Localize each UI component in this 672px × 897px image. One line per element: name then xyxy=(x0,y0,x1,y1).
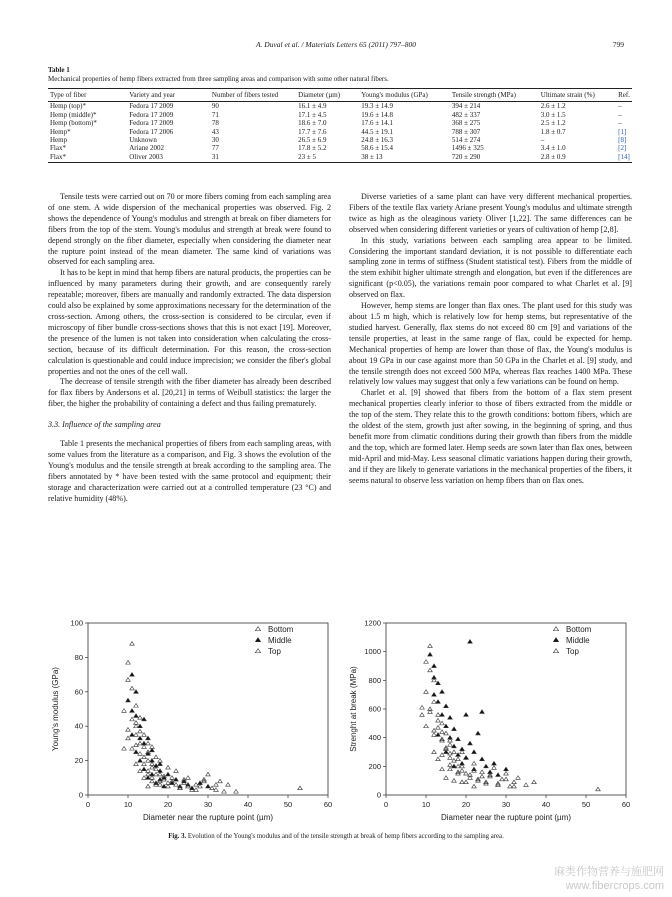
legend-label: Middle xyxy=(566,636,590,645)
page-number: 799 xyxy=(612,40,624,49)
table-cell: Hemp xyxy=(50,136,68,145)
column-header: Variety and year xyxy=(127,89,210,102)
data-point xyxy=(130,733,135,737)
watermark xyxy=(554,865,664,893)
table-cell: 17.6 ± 14.1 xyxy=(361,119,394,128)
data-point xyxy=(134,762,139,766)
data-point xyxy=(432,750,437,754)
data-point xyxy=(166,784,171,788)
left-column xyxy=(48,192,331,504)
table-cell: Hemp* xyxy=(50,127,71,136)
y-tick-label: 0 xyxy=(78,790,83,800)
data-point xyxy=(432,664,437,668)
x-tick-label: 0 xyxy=(383,800,389,809)
data-point xyxy=(448,716,453,720)
data-point xyxy=(146,784,151,788)
table-cell: 17.7 ± 7.6 xyxy=(298,127,327,136)
y-tick-label: 100 xyxy=(70,618,83,628)
data-point xyxy=(464,780,469,784)
data-point xyxy=(468,741,473,745)
data-point xyxy=(134,703,139,707)
table-cell: 24.8 ± 16.3 xyxy=(361,136,394,145)
table-cell: 17.1 ± 4.5 xyxy=(298,110,327,119)
table-row xyxy=(48,144,632,152)
table-cell: 2.5 ± 1.2 xyxy=(540,119,566,128)
data-point xyxy=(146,736,151,740)
table-cell: 3.4 ± 1.0 xyxy=(540,144,566,153)
right-column xyxy=(349,192,632,486)
data-point xyxy=(444,704,449,708)
paragraph: Charlet et al. [9] showed that fibers from the bottom of a flax stem present mechanical properties clearly inferior to those of fibers extracted from the middle or the top of the stem. They relate this to the growth conditions: bottom fibers, which are the oldest of the stem, growth just after sowing, in the beginning of spring, and thus benefit more from climatic conditions during their growth than fibers from the middle and the top, which are formed later. Hemp seeds are sown later than flax ones, between mid-April and mid-May. Less seasonal climatic variations happen during their growth, and if they are likely to generate variations in the mechanical properties of the fibers, it seems natural to observe less variation on hemp fibers than on flax ones. xyxy=(349,388,632,485)
data-point xyxy=(206,772,211,776)
table-cell: 1496 ± 325 xyxy=(451,144,484,153)
x-axis-label: Diameter near the rupture point (µm) xyxy=(143,813,273,822)
data-point xyxy=(420,705,425,709)
table-cell: – xyxy=(618,110,622,119)
table-cell: 58.6 ± 15.4 xyxy=(361,144,394,153)
legend-marker xyxy=(553,638,558,642)
data-point xyxy=(440,690,445,694)
data-point xyxy=(142,767,147,771)
legend-marker xyxy=(553,627,558,631)
data-point xyxy=(298,786,303,790)
legend-marker xyxy=(255,627,260,631)
data-point xyxy=(436,713,441,717)
paragraph: The decrease of tensile strength with the fiber diameter has already been described for flax fibers by Andersons et al. [20,21] in terms of Weibull statistics: the larger the fiber, the higher the probability of containing a defect and thus failing prematurely. xyxy=(48,377,331,409)
data-point xyxy=(142,762,147,766)
data-point xyxy=(516,776,521,780)
data-point xyxy=(126,736,131,740)
data-point xyxy=(150,748,155,752)
table-cell: 788 ± 307 xyxy=(451,127,481,136)
legend-marker xyxy=(255,649,260,653)
table-cell: 30 xyxy=(211,136,219,145)
table-cell: 368 ± 275 xyxy=(451,119,481,128)
table-body xyxy=(48,102,632,163)
data-point xyxy=(138,741,143,745)
table-cell: – xyxy=(618,102,622,111)
data-point xyxy=(186,776,191,780)
table-cell: 18.6 ± 7.0 xyxy=(298,119,327,128)
y-tick-label: 1000 xyxy=(364,647,381,657)
y-tick-label: 200 xyxy=(368,761,381,771)
legend-label: Bottom xyxy=(566,625,592,634)
x-tick-label: 60 xyxy=(621,800,631,809)
data-point xyxy=(464,756,469,760)
data-point xyxy=(480,774,485,778)
x-tick-label: 0 xyxy=(85,800,91,809)
table-cell: Hemp (bottom)* xyxy=(50,119,97,128)
data-point xyxy=(146,759,151,763)
paragraph: Table 1 presents the mechanical properties of fibers from each sampling areas, with some values from the literature as a comparison, and Fig. 3 shows the evolution of the Young's modulus and the tensile strength at break according to the sampling area. The fibers annotated by * have been tested with the same protocol and equipment; their storage and characterization were carried out at a controlled temperature (23 °C) and relative humidity (48%). xyxy=(48,439,331,503)
table-cell: 44.5 ± 19.1 xyxy=(361,127,394,136)
data-point xyxy=(448,743,453,747)
table-row xyxy=(48,119,632,127)
column-header: Young's modulus (GPa) xyxy=(359,89,450,102)
table-row xyxy=(48,128,632,136)
data-point xyxy=(142,776,147,780)
table-cell: Unknown xyxy=(129,136,157,145)
x-tick-label: 40 xyxy=(243,800,253,809)
data-point xyxy=(126,678,131,682)
paragraph: Tensile tests were carried out on 70 or more fibers coming from each sampling area of one stem. A wide dispersion of the mechanical properties was observed. Fig. 2 shows the dependence of Young's modulus and strength at break on fiber diameters for fibers from the top of the stem. Young's modulus and strength at break were found to depend strongly on the fiber diameter, especially when considering the diameter near the rupture point instead of the mean diameter. The same kind of variations was observed for each sampling area. xyxy=(48,192,331,267)
data-point xyxy=(436,726,441,730)
data-point xyxy=(460,747,465,751)
data-point xyxy=(150,759,155,763)
table-cell: Ariane 2002 xyxy=(129,144,165,153)
data-point xyxy=(154,755,159,759)
data-point xyxy=(480,710,485,714)
x-tick-label: 30 xyxy=(501,800,511,809)
data-point xyxy=(138,729,143,733)
data-point xyxy=(158,762,163,766)
table-header-row xyxy=(48,89,632,102)
data-point xyxy=(508,784,513,788)
table-cell: Hemp (middle)* xyxy=(50,110,97,119)
data-point xyxy=(130,673,135,677)
data-point xyxy=(146,776,151,780)
data-point xyxy=(166,772,171,776)
table-cell: [14] xyxy=(616,153,632,163)
figure-caption xyxy=(0,833,672,840)
table-cell: 514 ± 274 xyxy=(451,136,481,145)
data-point xyxy=(432,693,437,697)
data-point xyxy=(492,766,497,770)
y-tick-label: 80 xyxy=(74,652,83,662)
data-point xyxy=(126,728,131,732)
column-header: Type of fiber xyxy=(48,89,127,102)
data-point xyxy=(436,718,441,722)
data-point xyxy=(472,750,477,754)
watermark-line: 麻类作物营养与施肥网 xyxy=(554,866,664,878)
figure-3 xyxy=(0,613,672,843)
data-point xyxy=(472,784,477,788)
data-point xyxy=(504,777,509,781)
table-label: Table 1 xyxy=(48,66,70,74)
column-header: Ultimate strain (%) xyxy=(539,89,616,102)
y-tick-label: 600 xyxy=(368,704,381,714)
table-cell: – xyxy=(618,119,622,128)
table-cell: 17.8 ± 5.2 xyxy=(298,144,327,153)
table-cell: 2.8 ± 0.9 xyxy=(539,153,616,163)
figure-caption-label: Fig. 3. xyxy=(168,833,187,840)
data-point xyxy=(130,686,135,690)
data-point xyxy=(436,757,441,761)
paragraph: However, hemp stems are longer than flax ones. The plant used for this study was about 1.5 m high, which is relatively low for hemp stems, but representative of the studied harvest. Generally, flax stems do not exceed 80 cm [9] and variations of the tensile properties, at least in the same range of flax, could be expected for hemp. Mechanical properties of hemp are lower than those of flax, the Young's modulus is about 19 GPa in our case against more than 50 GPa in the Charlet et al. [9] study, and the tensile strength does not exceed 500 MPa, whereas flax reaches 1400 MPa. These relatively low values may suggest that only a few variations can be found on hemp. xyxy=(349,301,632,387)
x-tick-label: 20 xyxy=(163,800,173,809)
data-point xyxy=(234,789,239,793)
table-cell: [2] xyxy=(618,144,627,153)
youngs-modulus-chart xyxy=(38,613,338,835)
data-point xyxy=(122,746,127,750)
data-point xyxy=(596,787,601,791)
x-tick-label: 10 xyxy=(123,800,133,809)
data-point xyxy=(472,761,477,765)
legend-label: Top xyxy=(268,647,281,656)
column-header: Diameter (µm) xyxy=(296,89,359,102)
data-point xyxy=(226,783,231,787)
data-point xyxy=(428,644,433,648)
x-tick-label: 40 xyxy=(541,800,551,809)
data-point xyxy=(440,767,445,771)
legend-label: Middle xyxy=(268,636,292,645)
data-point xyxy=(448,763,453,767)
table-cell: Hemp (top)* xyxy=(50,102,86,111)
table-cell: 3.0 ± 1.5 xyxy=(540,110,566,119)
data-point xyxy=(532,780,537,784)
data-point xyxy=(496,773,501,777)
table-row xyxy=(48,153,632,163)
data-point xyxy=(424,690,429,694)
data-point xyxy=(420,713,425,717)
data-point xyxy=(504,771,509,775)
x-tick-label: 10 xyxy=(421,800,431,809)
x-tick-label: 60 xyxy=(323,800,333,809)
x-axis-label: Diameter near the rupture point (µm) xyxy=(441,813,571,822)
legend-marker xyxy=(255,638,260,642)
x-tick-label: 20 xyxy=(461,800,471,809)
table-cell: 19.6 ± 14.8 xyxy=(361,110,394,119)
table-cell: [8] xyxy=(618,136,627,145)
column-header: Ref. xyxy=(616,89,632,102)
data-point xyxy=(206,784,211,788)
legend-label: Top xyxy=(566,647,579,656)
table-cell: 720 ± 290 xyxy=(450,153,539,163)
running-head: A. Duval et al. / Materials Letters 65 (2011) 797–800 xyxy=(255,40,417,49)
table-cell: 31 xyxy=(210,153,296,163)
table-cell: Fedora 17 2006 xyxy=(129,127,174,136)
y-tick-label: 800 xyxy=(368,675,381,685)
x-tick-label: 50 xyxy=(283,800,293,809)
data-point xyxy=(154,772,159,776)
data-point xyxy=(130,642,135,646)
properties-table xyxy=(48,88,632,163)
table-cell: 394 ± 214 xyxy=(451,102,481,111)
table-cell: [1] xyxy=(618,127,627,136)
data-point xyxy=(440,730,445,734)
y-axis-label: Young's modulus (GPa) xyxy=(51,667,60,751)
data-point xyxy=(130,709,135,713)
table-cell: 2.6 ± 1.2 xyxy=(540,102,566,111)
data-point xyxy=(222,789,227,793)
y-tick-label: 400 xyxy=(368,733,381,743)
table-cell: 77 xyxy=(211,144,219,153)
data-point xyxy=(452,779,457,783)
y-tick-label: 0 xyxy=(376,790,381,800)
data-point xyxy=(476,731,481,735)
data-point xyxy=(138,759,143,763)
data-point xyxy=(138,736,143,740)
y-axis-label: Strenght at break (MPa) xyxy=(349,666,358,752)
data-point xyxy=(428,668,433,672)
data-point xyxy=(126,660,131,664)
data-point xyxy=(448,756,453,760)
y-tick-label: 40 xyxy=(74,721,83,731)
data-point xyxy=(484,764,489,768)
column-header: Number of fibers tested xyxy=(210,89,296,102)
table-cell: 16.1 ± 4.9 xyxy=(298,102,327,111)
table-cell: 38 ± 13 xyxy=(359,153,450,163)
data-point xyxy=(158,772,163,776)
y-tick-label: 20 xyxy=(74,756,83,766)
data-point xyxy=(146,741,151,745)
table-cell: 482 ± 337 xyxy=(451,110,481,119)
data-point xyxy=(134,724,139,728)
table-row xyxy=(48,111,632,119)
table-caption: Mechanical properties of hemp fibers extracted from three sampling areas and comparison with some other natural fibers. xyxy=(48,75,389,83)
data-point xyxy=(138,724,143,728)
data-point xyxy=(142,755,147,759)
y-tick-label: 1200 xyxy=(364,618,381,628)
data-point xyxy=(464,713,469,717)
data-point xyxy=(130,746,135,750)
data-point xyxy=(460,780,465,784)
paragraph: It has to be kept in mind that hemp fibers are natural products, the properties can be influenced by many parameters during their growth, and are consequently rarely repeatable; moreover, fibers are manually and randomly extracted. The data dispersion could also be explained by some approximations necessary for the determination of the cross-section. Among others, the cross-section is considered to be circular, even if microscopy of fiber bundle cross-sections shows that this is not exact [19]. Moreover, the presence of the lumen is not taken into consideration when calculating the cross-section, because of its difficult determination. For this reason, the cross-section calculation is questionable and could induce imprecision; we consider the fiber's global properties and not the ones of the cell wall. xyxy=(48,268,331,376)
x-tick-label: 30 xyxy=(203,800,213,809)
data-point xyxy=(480,757,485,761)
paragraph: Diverse varieties of a same plant can have very different mechanical properties. Fibers of the textile flax variety Ariane present Young's modulus and ultimate strength twice as high as the oleaginous variety Oliver [1,22]. The same differences can be observed when considering different varieties or years of cultivation of hemp [2,8]. xyxy=(349,192,632,234)
column-header: Tensile strength (MPa) xyxy=(450,89,539,102)
table-cell: 78 xyxy=(211,119,219,128)
table-cell: 23 ± 5 xyxy=(296,153,359,163)
data-point xyxy=(524,783,529,787)
data-point xyxy=(134,733,139,737)
table-cell: 90 xyxy=(211,102,219,111)
table-cell: Flax* xyxy=(50,144,66,153)
legend-marker xyxy=(553,649,558,653)
data-point xyxy=(512,784,517,788)
data-point xyxy=(126,698,131,702)
data-point xyxy=(150,779,155,783)
section-heading: 3.3. Influence of the sampling area xyxy=(48,420,161,430)
data-point xyxy=(218,779,223,783)
table-row xyxy=(48,136,632,144)
data-point xyxy=(468,640,473,644)
data-point xyxy=(456,737,461,741)
data-point xyxy=(134,714,139,718)
data-point xyxy=(424,660,429,664)
tensile-strength-chart xyxy=(336,613,636,835)
data-point xyxy=(500,777,505,781)
data-point xyxy=(174,769,179,773)
data-point xyxy=(122,709,127,713)
y-tick-label: 60 xyxy=(74,687,83,697)
data-point xyxy=(452,727,457,731)
data-point xyxy=(428,652,433,656)
table-cell: 1.8 ± 0.7 xyxy=(540,127,566,136)
table-cell: Oliver 2003 xyxy=(127,153,210,163)
watermark-line: www.fibercrops.com xyxy=(565,880,664,892)
data-point xyxy=(504,767,509,771)
table-cell: Fedora 17 2009 xyxy=(129,110,174,119)
data-point xyxy=(432,700,437,704)
data-point xyxy=(492,761,497,765)
data-point xyxy=(444,776,449,780)
data-point xyxy=(432,733,437,737)
figure-caption-text: Evolution of the Young's modulus and of the tensile strength at break of hemp fibers according to the sampling area. xyxy=(187,833,504,840)
data-point xyxy=(436,700,441,704)
x-tick-label: 50 xyxy=(581,800,591,809)
data-point xyxy=(452,750,457,754)
data-point xyxy=(214,783,219,787)
legend-label: Bottom xyxy=(268,625,294,634)
data-point xyxy=(480,770,485,774)
data-point xyxy=(130,717,135,721)
table-cell: – xyxy=(540,136,545,145)
data-point xyxy=(166,765,171,769)
data-point xyxy=(142,745,147,749)
table-cell: 19.3 ± 14.9 xyxy=(361,102,394,111)
data-point xyxy=(134,750,139,754)
table-cell: 71 xyxy=(211,110,219,119)
data-point xyxy=(512,780,517,784)
table-1 xyxy=(48,66,632,163)
data-point xyxy=(134,690,139,694)
data-point xyxy=(440,713,445,717)
table-cell: Fedora 17 2009 xyxy=(129,102,174,111)
data-point xyxy=(142,733,147,737)
table-row xyxy=(48,102,632,111)
paragraph: In this study, variations between each sampling area appear to be limited. Considering the important standard deviation, it is not possible to differentiate each sampling zone in terms of stiffness (Student statistical test). Fibers from the middle of the stem exhibit higher ultimate strength and elongation, but even if the differences are significant (p<0.05), the variations remain poor compared to what Charlet et al. [9] observed on flax. xyxy=(349,235,632,300)
table-cell: Fedora 17 2009 xyxy=(129,119,174,128)
table-cell: 43 xyxy=(211,127,219,136)
data-point xyxy=(456,757,461,761)
table-cell: 26.5 ± 6.9 xyxy=(298,136,327,145)
data-point xyxy=(460,769,465,773)
table-cell: Flax* xyxy=(48,153,127,163)
data-point xyxy=(424,724,429,728)
